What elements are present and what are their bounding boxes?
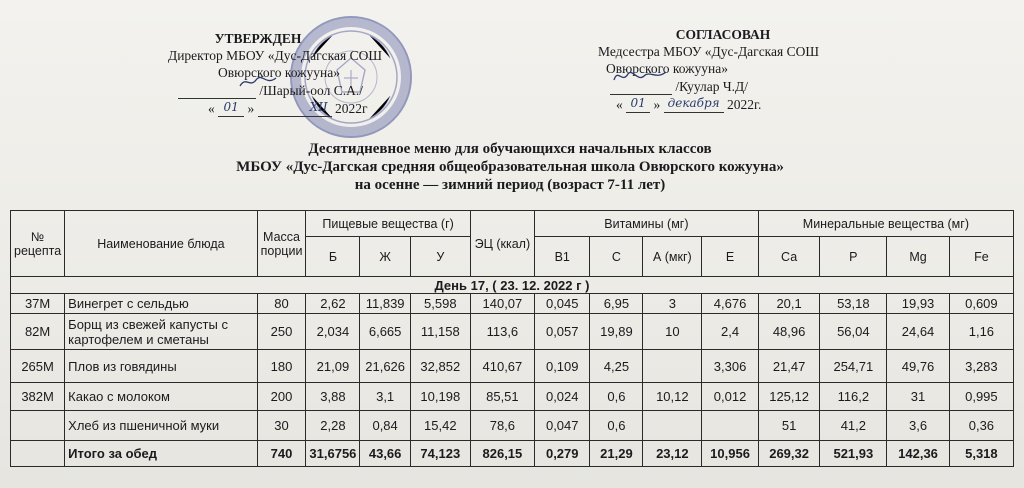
col-ca: Са	[758, 237, 820, 277]
cell-b: 2,034	[306, 314, 360, 350]
cell-ca: 269,32	[758, 441, 820, 467]
cell-b1: 0,045	[535, 294, 590, 314]
cell-mg: 24,64	[887, 314, 950, 350]
cell-c: 0,6	[590, 411, 643, 441]
approval-date-day: 01	[218, 99, 244, 117]
col-vitamins: Витамины (мг)	[535, 211, 759, 237]
cell-fe: 0,609	[949, 294, 1013, 314]
cell-dish: Плов из говядины	[65, 350, 257, 383]
cell-zh: 11,839	[360, 294, 410, 314]
cell-e: 3,306	[702, 350, 758, 383]
col-b: Б	[306, 237, 360, 277]
school-name: МБОУ «Дус-Дагская средняя общеобразовательная школа Овюрского кожууна»	[236, 159, 784, 175]
table-row	[11, 411, 1014, 441]
approval-signer-name: /Шарый-оол С.А./	[259, 83, 363, 98]
agreed-signer-name: /Куулар Ч.Д/	[675, 79, 748, 94]
col-minerals: Минеральные вещества (мг)	[758, 211, 1013, 237]
cell-c: 0,6	[590, 383, 643, 411]
col-b1: В1	[535, 237, 590, 277]
agreed-date-day: 01	[626, 95, 650, 113]
cell-recipe: 37М	[11, 294, 65, 314]
cell-b: 2,62	[306, 294, 360, 314]
cell-a: 23,12	[643, 441, 702, 467]
cell-energy: 826,15	[470, 441, 534, 467]
cell-c: 4,25	[590, 350, 643, 383]
cell-zh: 43,66	[360, 441, 410, 467]
cell-p: 53,18	[820, 294, 887, 314]
cell-recipe: 382М	[11, 383, 65, 411]
cell-b1: 0,024	[535, 383, 590, 411]
cell-c: 19,89	[590, 314, 643, 350]
cell-dish: Какао с молоком	[65, 383, 257, 411]
cell-energy: 410,67	[470, 350, 534, 383]
cell-mass: 740	[257, 441, 306, 467]
cell-a	[643, 350, 702, 383]
cell-p: 56,04	[820, 314, 887, 350]
cell-energy: 78,6	[470, 411, 534, 441]
cell-b: 2,28	[306, 411, 360, 441]
cell-u: 74,123	[410, 441, 470, 467]
col-fe: Fe	[949, 237, 1013, 277]
cell-mg: 31	[887, 383, 950, 411]
cell-mg: 19,93	[887, 294, 950, 314]
cell-ca: 21,47	[758, 350, 820, 383]
cell-p: 116,2	[820, 383, 887, 411]
cell-dish: Борщ из свежей капусты с картофелем и сметаны	[65, 314, 257, 350]
approval-organization: Овюрского кожууна»	[218, 65, 340, 80]
agreed-organization: Овюрского кожууна»	[606, 61, 728, 76]
cell-mg: 49,76	[887, 350, 950, 383]
col-mass: Масса порции	[257, 211, 306, 277]
cell-b: 3,88	[306, 383, 360, 411]
cell-mass: 80	[257, 294, 306, 314]
cell-dish: Итого за обед	[65, 441, 257, 467]
cell-a: 10,12	[643, 383, 702, 411]
cell-energy: 113,6	[470, 314, 534, 350]
cell-fe: 3,283	[949, 350, 1013, 383]
col-e: Е	[702, 237, 758, 277]
menu-title: Десятидневное меню для обучающихся начальных классов	[308, 141, 712, 157]
nurse-signature-mark	[612, 64, 668, 88]
col-p: Р	[820, 237, 887, 277]
cell-a	[643, 411, 702, 441]
cell-recipe: 265М	[11, 350, 65, 383]
table-row	[11, 383, 1014, 411]
cell-e	[702, 411, 758, 441]
date-quote-close: »	[653, 97, 661, 112]
col-c: С	[590, 237, 643, 277]
col-a: А (мкг)	[643, 237, 702, 277]
cell-ca: 20,1	[758, 294, 820, 314]
cell-e: 0,012	[702, 383, 758, 411]
cell-u: 15,42	[410, 411, 470, 441]
cell-b1: 0,279	[535, 441, 590, 467]
approval-date-month: XII	[258, 99, 332, 117]
date-quote-open: «	[616, 97, 623, 112]
total-row	[11, 441, 1014, 467]
agreed-date-year: 2022г.	[727, 97, 762, 112]
cell-energy: 140,07	[470, 294, 534, 314]
cell-ca: 51	[758, 411, 820, 441]
cell-b1: 0,057	[535, 314, 590, 350]
cell-a: 3	[643, 294, 702, 314]
cell-recipe	[11, 411, 65, 441]
col-mg: Mg	[887, 237, 950, 277]
cell-e: 4,676	[702, 294, 758, 314]
cell-u: 32,852	[410, 350, 470, 383]
cell-mass: 30	[257, 411, 306, 441]
cell-u: 5,598	[410, 294, 470, 314]
cell-zh: 0,84	[360, 411, 410, 441]
cell-mass: 250	[257, 314, 306, 350]
approval-date-year: 2022г	[335, 101, 368, 116]
cell-fe: 0,36	[949, 411, 1013, 441]
cell-ca: 125,12	[758, 383, 820, 411]
cell-mg: 142,36	[887, 441, 950, 467]
col-recipe: № рецепта	[11, 211, 65, 277]
cell-a: 10	[643, 314, 702, 350]
menu-table	[10, 210, 1014, 467]
cell-c: 6,95	[590, 294, 643, 314]
date-quote-open: «	[208, 101, 215, 116]
col-zh: Ж	[360, 237, 410, 277]
cell-p: 254,71	[820, 350, 887, 383]
cell-fe: 0,995	[949, 383, 1013, 411]
table-row	[11, 314, 1014, 350]
cell-mass: 200	[257, 383, 306, 411]
cell-zh: 21,626	[360, 350, 410, 383]
cell-recipe: 82М	[11, 314, 65, 350]
col-dish: Наименование блюда	[65, 211, 257, 277]
cell-b1: 0,109	[535, 350, 590, 383]
cell-mass: 180	[257, 350, 306, 383]
cell-recipe	[11, 441, 65, 467]
cell-b1: 0,047	[535, 411, 590, 441]
table-row	[11, 294, 1014, 314]
cell-energy: 85,51	[470, 383, 534, 411]
cell-e: 2,4	[702, 314, 758, 350]
cell-mg: 3,6	[887, 411, 950, 441]
agreed-title: СОГЛАСОВАН	[675, 27, 771, 42]
agreed-position: Медсестра МБОУ «Дус-Дагская СОШ	[598, 44, 819, 59]
cell-fe: 5,318	[949, 441, 1013, 467]
cell-u: 10,198	[410, 383, 470, 411]
col-u: У	[410, 237, 470, 277]
cell-dish: Винегрет с сельдью	[65, 294, 257, 314]
date-quote-close: »	[247, 101, 255, 116]
cell-zh: 6,665	[360, 314, 410, 350]
cell-b: 21,09	[306, 350, 360, 383]
cell-ca: 48,96	[758, 314, 820, 350]
cell-dish: Хлеб из пшеничной муки	[65, 411, 257, 441]
cell-u: 11,158	[410, 314, 470, 350]
agreed-date-month: декабря	[664, 95, 724, 113]
season-age: на осенне — зимний период (возраст 7-11 лет)	[354, 177, 666, 193]
director-signature-mark	[238, 74, 278, 90]
cell-c: 21,29	[590, 441, 643, 467]
col-energy: ЭЦ (ккал)	[470, 211, 534, 277]
table-row	[11, 350, 1014, 383]
approval-position: Директор МБОУ «Дус-Дагская СОШ	[168, 48, 382, 63]
cell-zh: 3,1	[360, 383, 410, 411]
cell-e: 10,956	[702, 441, 758, 467]
cell-b: 31,6756	[306, 441, 360, 467]
cell-fe: 1,16	[949, 314, 1013, 350]
cell-p: 521,93	[820, 441, 887, 467]
approval-title: УТВЕРЖДЕН	[214, 31, 302, 46]
col-nutrients: Пищевые вещества (г)	[306, 211, 470, 237]
cell-p: 41,2	[820, 411, 887, 441]
day-label: День 17, ( 23. 12. 2022 г )	[11, 277, 1014, 294]
